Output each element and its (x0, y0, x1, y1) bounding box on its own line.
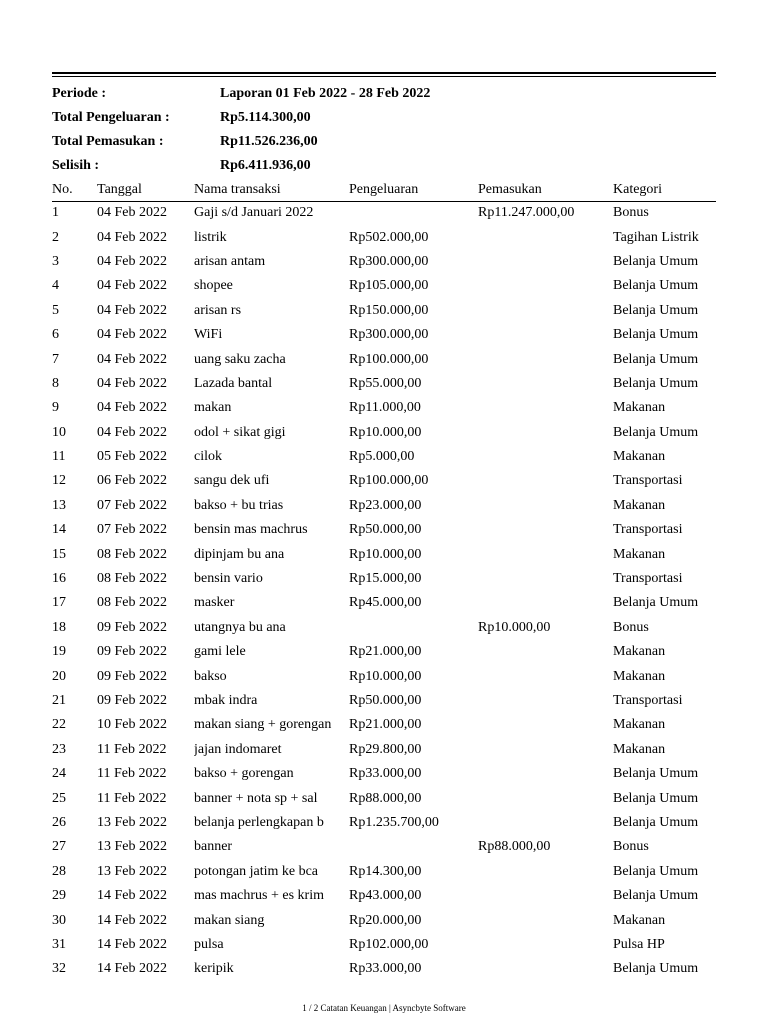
cell-date: 09 Feb 2022 (97, 619, 167, 635)
cell-category: Belanja Umum (613, 253, 699, 269)
cell-name: mbak indra (194, 693, 258, 708)
cell-date: 13 Feb 2022 (97, 839, 167, 855)
cell-date: 04 Feb 2022 (97, 302, 167, 318)
table-row (52, 274, 716, 298)
cell-no: 13 (52, 497, 66, 513)
cell-no: 15 (52, 546, 66, 562)
cell-expense: Rp45.000,00 (349, 595, 422, 611)
table-header (52, 178, 716, 202)
diff-value: Rp6.411.936,00 (220, 158, 311, 173)
table-row (52, 933, 716, 957)
table-row (52, 884, 716, 908)
cell-date: 10 Feb 2022 (97, 717, 167, 733)
cell-name: shopee (194, 278, 233, 294)
cell-category: Makanan (613, 497, 666, 513)
table-row (52, 445, 716, 469)
cell-no: 1 (52, 205, 59, 221)
cell-date: 04 Feb 2022 (97, 351, 167, 367)
table-row (52, 689, 716, 713)
cell-category: Belanja Umum (613, 888, 699, 904)
cell-date: 06 Feb 2022 (97, 473, 167, 489)
cell-date: 14 Feb 2022 (97, 888, 167, 904)
cell-expense: Rp14.300,00 (349, 863, 422, 879)
cell-name: bensin mas machrus (194, 522, 308, 538)
cell-name: bakso (194, 668, 227, 684)
cell-no: 8 (52, 375, 59, 391)
table-row (52, 250, 716, 274)
cell-category: Transportasi (613, 522, 683, 538)
cell-expense: Rp55.000,00 (349, 375, 422, 391)
cell-name: Gaji s/d Januari 2022 (194, 205, 314, 221)
cell-date: 05 Feb 2022 (97, 449, 167, 465)
cell-date: 14 Feb 2022 (97, 936, 167, 952)
cell-name: bensin vario (194, 571, 263, 587)
cell-category: Makanan (613, 912, 666, 928)
table-row (52, 957, 716, 981)
cell-expense: Rp88.000,00 (349, 790, 422, 806)
cell-date: 04 Feb 2022 (97, 205, 167, 221)
table-row (52, 225, 716, 249)
cell-expense: Rp100.000,00 (349, 351, 429, 367)
cell-date: 14 Feb 2022 (97, 912, 167, 928)
total-out-label: Total Pengeluaran : (52, 110, 170, 125)
cell-date: 04 Feb 2022 (97, 253, 167, 269)
cell-category: Tagihan Listrik (613, 229, 699, 245)
cell-name: bakso + bu trias (194, 497, 284, 513)
cell-name: utangnya bu ana (194, 619, 286, 635)
cell-expense: Rp1.235.700,00 (349, 814, 439, 830)
period-label: Periode : (52, 86, 107, 101)
page-footer: 1 / 2 Catatan Keuangan | Asyncbyte Software (302, 1003, 466, 1013)
cell-expense: Rp33.000,00 (349, 766, 422, 782)
cell-date: 04 Feb 2022 (97, 229, 167, 245)
cell-no: 2 (52, 229, 59, 245)
cell-expense: Rp21.000,00 (349, 717, 422, 733)
diff-label: Selisih : (52, 158, 100, 173)
table-row (52, 738, 716, 762)
cell-no: 14 (52, 522, 66, 538)
cell-expense: Rp100.000,00 (349, 473, 429, 489)
cell-no: 29 (52, 888, 66, 904)
cell-expense: Rp10.000,00 (349, 424, 422, 440)
cell-no: 10 (52, 424, 66, 440)
cell-date: 04 Feb 2022 (97, 327, 167, 343)
cell-name: odol + sikat gigi (194, 424, 286, 440)
cell-income: Rp10.000,00 (478, 619, 551, 635)
cell-expense: Rp105.000,00 (349, 278, 429, 294)
cell-date: 04 Feb 2022 (97, 400, 167, 416)
table-row (52, 786, 716, 810)
cell-no: 26 (52, 814, 66, 830)
cell-name: jajan indomaret (194, 741, 282, 757)
cell-no: 28 (52, 863, 66, 879)
cell-date: 13 Feb 2022 (97, 863, 167, 879)
total-out-value: Rp5.114.300,00 (220, 110, 311, 125)
cell-category: Belanja Umum (613, 302, 699, 318)
cell-no: 3 (52, 253, 59, 269)
cell-expense: Rp21.000,00 (349, 644, 422, 660)
header-category: Kategori (613, 181, 662, 197)
cell-date: 04 Feb 2022 (97, 424, 167, 440)
cell-expense: Rp300.000,00 (349, 253, 429, 269)
cell-name: uang saku zacha (194, 351, 286, 367)
cell-no: 21 (52, 693, 66, 708)
cell-no: 6 (52, 327, 59, 343)
cell-date: 11 Feb 2022 (97, 766, 167, 782)
cell-no: 22 (52, 717, 66, 733)
table-row (52, 201, 716, 225)
cell-name: banner + nota sp + sal (194, 790, 318, 806)
cell-no: 25 (52, 790, 66, 806)
cell-category: Makanan (613, 741, 666, 757)
cell-date: 11 Feb 2022 (97, 741, 167, 757)
cell-date: 07 Feb 2022 (97, 522, 167, 538)
cell-no: 31 (52, 936, 66, 952)
cell-expense: Rp10.000,00 (349, 668, 422, 684)
table-row (52, 591, 716, 615)
summary-row-diff (52, 154, 716, 178)
cell-no: 16 (52, 571, 66, 587)
cell-category: Makanan (613, 717, 666, 733)
cell-no: 4 (52, 278, 59, 294)
cell-date: 04 Feb 2022 (97, 375, 167, 391)
cell-category: Bonus (613, 839, 649, 855)
table-row (52, 811, 716, 835)
cell-category: Bonus (613, 205, 649, 221)
cell-date: 09 Feb 2022 (97, 693, 167, 708)
cell-income: Rp88.000,00 (478, 839, 551, 855)
table-row (52, 518, 716, 542)
top-rule-thick (52, 72, 716, 74)
cell-category: Belanja Umum (613, 766, 699, 782)
cell-expense: Rp502.000,00 (349, 229, 429, 245)
cell-category: Belanja Umum (613, 595, 699, 611)
cell-no: 11 (52, 449, 66, 465)
table-row (52, 640, 716, 664)
cell-name: pulsa (194, 936, 224, 952)
cell-no: 32 (52, 961, 66, 977)
cell-category: Belanja Umum (613, 351, 699, 367)
cell-income: Rp11.247.000,00 (478, 205, 575, 221)
cell-expense: Rp102.000,00 (349, 936, 429, 952)
cell-date: 13 Feb 2022 (97, 814, 167, 830)
cell-expense: Rp23.000,00 (349, 497, 422, 513)
cell-name: masker (194, 595, 235, 611)
cell-expense: Rp10.000,00 (349, 546, 422, 562)
table-row (52, 396, 716, 420)
period-value: Laporan 01 Feb 2022 - 28 Feb 2022 (220, 86, 431, 101)
cell-expense: Rp11.000,00 (349, 400, 421, 416)
cell-name: arisan rs (194, 302, 242, 318)
cell-no: 24 (52, 766, 66, 782)
cell-category: Belanja Umum (613, 961, 699, 977)
cell-name: dipinjam bu ana (194, 546, 285, 562)
cell-name: keripik (194, 961, 234, 977)
cell-name: Lazada bantal (194, 375, 273, 391)
cell-category: Belanja Umum (613, 790, 699, 806)
table-row (52, 421, 716, 445)
cell-category: Transportasi (613, 693, 683, 708)
cell-name: cilok (194, 449, 222, 465)
header-date: Tanggal (97, 181, 142, 197)
cell-category: Transportasi (613, 571, 683, 587)
cell-date: 08 Feb 2022 (97, 571, 167, 587)
cell-date: 14 Feb 2022 (97, 961, 167, 977)
report-summary (52, 82, 716, 178)
cell-no: 19 (52, 644, 66, 660)
summary-row-total-out (52, 106, 716, 130)
cell-name: WiFi (194, 327, 223, 343)
cell-name: bakso + gorengan (194, 766, 294, 782)
cell-name: potongan jatim ke bca (194, 863, 319, 879)
table-row (52, 762, 716, 786)
cell-name: gami lele (194, 644, 246, 660)
top-rule-thin (52, 76, 716, 77)
cell-category: Belanja Umum (613, 278, 699, 294)
table-row (52, 616, 716, 640)
cell-no: 12 (52, 473, 66, 489)
cell-name: mas machrus + es krim (194, 888, 324, 904)
cell-expense: Rp43.000,00 (349, 888, 422, 904)
cell-date: 08 Feb 2022 (97, 595, 167, 611)
cell-no: 30 (52, 912, 66, 928)
cell-name: arisan antam (194, 253, 266, 269)
cell-date: 11 Feb 2022 (97, 790, 167, 806)
cell-expense: Rp29.800,00 (349, 741, 422, 757)
table-row (52, 542, 716, 566)
table-row (52, 713, 716, 737)
cell-no: 23 (52, 741, 66, 757)
cell-category: Bonus (613, 619, 649, 635)
cell-expense: Rp50.000,00 (349, 693, 422, 708)
header-no: No. (52, 181, 73, 197)
cell-no: 7 (52, 351, 59, 367)
header-name: Nama transaksi (194, 181, 281, 197)
cell-category: Belanja Umum (613, 424, 699, 440)
cell-expense: Rp5.000,00 (349, 449, 415, 465)
summary-row-total-in (52, 130, 716, 154)
cell-no: 5 (52, 302, 59, 318)
cell-category: Makanan (613, 644, 666, 660)
table-row (52, 469, 716, 493)
total-in-value: Rp11.526.236,00 (220, 134, 318, 149)
cell-category: Belanja Umum (613, 814, 699, 830)
cell-no: 9 (52, 400, 59, 416)
cell-category: Makanan (613, 546, 666, 562)
cell-date: 08 Feb 2022 (97, 546, 167, 562)
header-income: Pemasukan (478, 181, 542, 197)
cell-category: Belanja Umum (613, 327, 699, 343)
cell-category: Makanan (613, 449, 666, 465)
cell-expense: Rp50.000,00 (349, 522, 422, 538)
cell-expense: Rp150.000,00 (349, 302, 429, 318)
table-row (52, 347, 716, 371)
table-row (52, 908, 716, 932)
table-row (52, 567, 716, 591)
cell-name: makan siang (194, 912, 265, 928)
table-row (52, 299, 716, 323)
cell-name: makan (194, 400, 232, 416)
cell-name: belanja perlengkapan b (194, 814, 324, 830)
cell-date: 04 Feb 2022 (97, 278, 167, 294)
cell-name: sangu dek ufi (194, 473, 270, 489)
cell-name: makan siang + gorengan (194, 717, 332, 733)
cell-expense: Rp300.000,00 (349, 327, 429, 343)
table-row (52, 323, 716, 347)
transactions-table-body (52, 201, 716, 982)
cell-category: Belanja Umum (613, 375, 699, 391)
table-row (52, 494, 716, 518)
cell-expense: Rp20.000,00 (349, 912, 422, 928)
cell-category: Transportasi (613, 473, 683, 489)
cell-date: 07 Feb 2022 (97, 497, 167, 513)
cell-no: 27 (52, 839, 66, 855)
total-in-label: Total Pemasukan : (52, 134, 164, 149)
cell-no: 20 (52, 668, 66, 684)
table-row (52, 860, 716, 884)
table-row (52, 835, 716, 859)
summary-row-period (52, 82, 716, 106)
table-row (52, 372, 716, 396)
cell-expense: Rp15.000,00 (349, 571, 422, 587)
cell-expense: Rp33.000,00 (349, 961, 422, 977)
cell-category: Belanja Umum (613, 863, 699, 879)
cell-category: Makanan (613, 668, 666, 684)
cell-no: 17 (52, 595, 66, 611)
table-row (52, 664, 716, 688)
cell-no: 18 (52, 619, 66, 635)
cell-category: Makanan (613, 400, 666, 416)
header-expense: Pengeluaran (349, 181, 419, 197)
cell-name: banner (194, 839, 233, 855)
cell-date: 09 Feb 2022 (97, 644, 167, 660)
cell-date: 09 Feb 2022 (97, 668, 167, 684)
cell-name: listrik (194, 229, 227, 245)
cell-category: Pulsa HP (613, 936, 665, 952)
